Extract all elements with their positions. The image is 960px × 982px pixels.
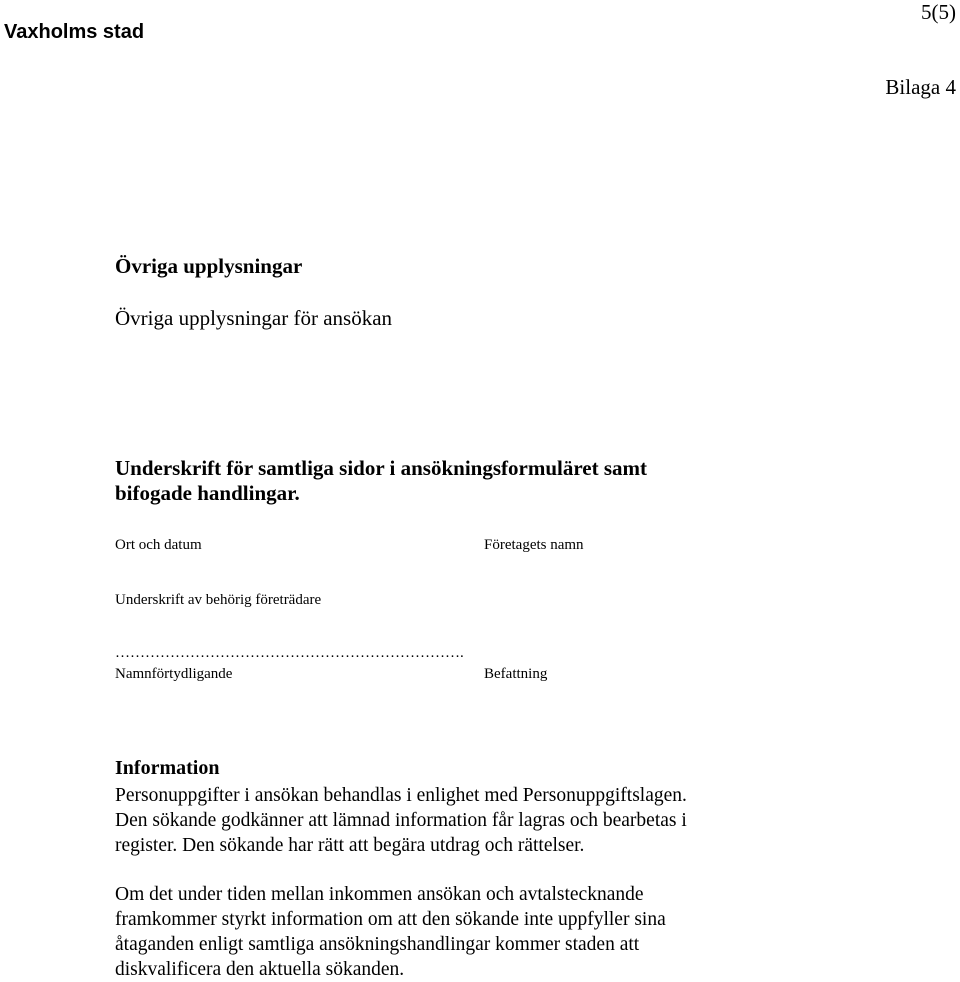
information-heading: Information (115, 757, 220, 779)
other-info-text: Övriga upplysningar för ansökan (115, 306, 393, 330)
signature-heading-line1: Underskrift för samtliga sidor i ansökningsformuläret samt (115, 456, 648, 480)
organization-name: Vaxholms stad (4, 21, 145, 43)
information-paragraph-1 (115, 783, 815, 858)
other-info-heading: Övriga upplysningar (115, 254, 303, 278)
place-date-label: Ort och datum (115, 537, 202, 553)
page-number: 5(5) (921, 0, 956, 24)
company-name-label: Företagets namn (484, 537, 584, 553)
information-line: åtaganden enligt samtliga ansökningshandlingar kommer staden att (115, 934, 640, 955)
signature-heading-line2: bifogade handlingar. (115, 481, 300, 505)
information-line: diskvalificera den aktuella sökanden. (115, 959, 405, 980)
information-line: Den sökande godkänner att lämnad information får lagras och bearbetas i (115, 810, 687, 831)
information-paragraph-2 (115, 882, 815, 982)
position-label: Befattning (484, 666, 548, 682)
information-line: framkommer styrkt information om att den sökande inte uppfyller sina (115, 909, 666, 930)
authorized-signature-label: Underskrift av behörig företrädare (115, 592, 322, 608)
attachment-label: Bilaga 4 (885, 75, 956, 99)
dotted-signature-line: ……………………………………………………………. (115, 645, 464, 661)
information-line: register. Den sökande har rätt att begära utdrag och rättelser. (115, 835, 585, 856)
information-line: Personuppgifter i ansökan behandlas i enlighet med Personuppgiftslagen. (115, 785, 687, 806)
information-line: Om det under tiden mellan inkommen ansökan och avtalstecknande (115, 884, 644, 905)
name-clarification-label: Namnförtydligande (115, 666, 233, 682)
